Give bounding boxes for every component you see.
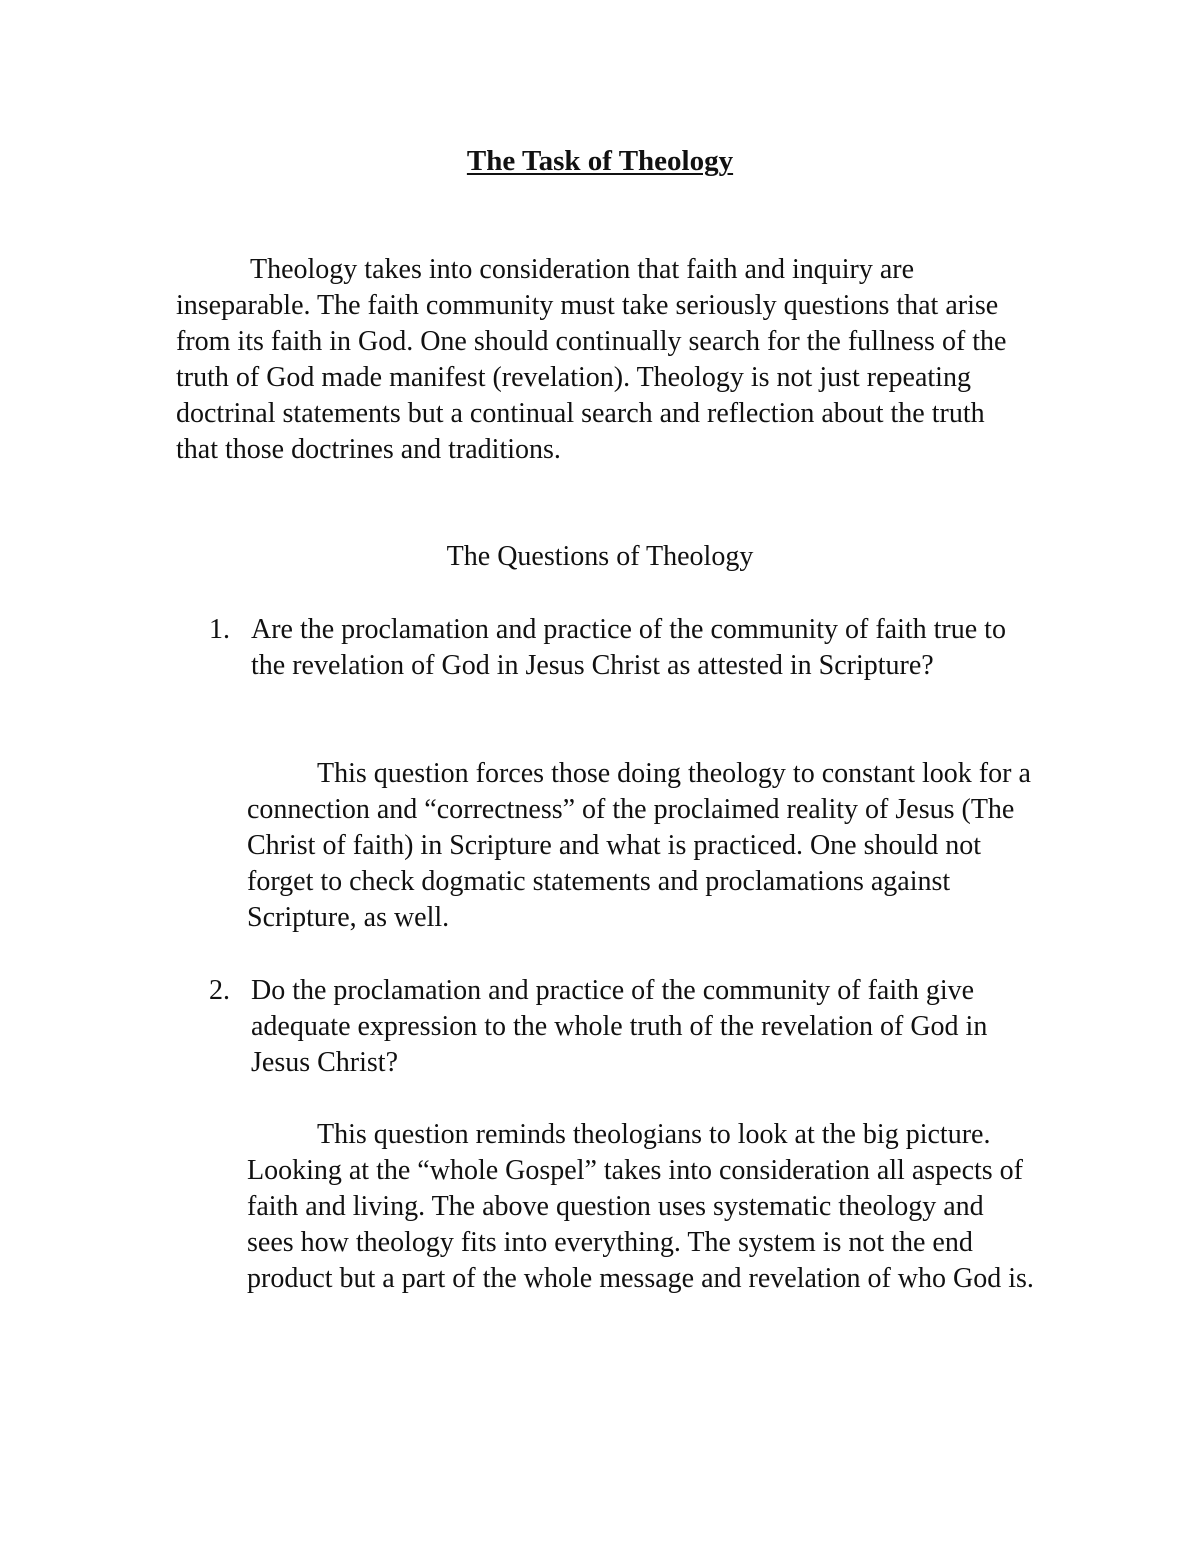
question-2-text: Do the proclamation and practice of the community of faith give adequate expression to the whole truth of the revelation of God in Jesus Christ?	[251, 975, 988, 1078]
intro-paragraph: Theology takes into consideration that faith and inquiry are inseparable. The faith community must take seriously questions that arise from its faith in God. One should continually search for the fullness of the truth of God made manifest (revelation). Theology is not just repeating doctrinal statements but a continual search and reflection about the truth that those doctrines and traditions.	[176, 254, 1007, 465]
question-2-number: 2.	[209, 975, 230, 1006]
document-title: The Task of Theology	[466, 145, 734, 177]
question-1-explanation: This question forces those doing theology to constant look for a connection and “correctness” of the proclaimed reality of Jesus (The Christ of faith) in Scripture and what is practiced. One should not forget to check dogmatic statements and proclamations against Scripture, as well.	[247, 758, 1031, 933]
question-1-number: 1.	[209, 614, 230, 645]
section-heading: The Questions of Theology	[446, 541, 754, 572]
question-1-text: Are the proclamation and practice of the community of faith true to the revelation of God in Jesus Christ as attested in Scripture?	[251, 614, 1006, 681]
question-2-explanation: This question reminds theologians to look at the big picture. Looking at the “whole Gospel” takes into consideration all aspects of faith and living. The above question uses systematic theology and sees how theology fits into everything. The system is not the end product but a part of the whole message and revelation of who God is.	[247, 1119, 1034, 1294]
